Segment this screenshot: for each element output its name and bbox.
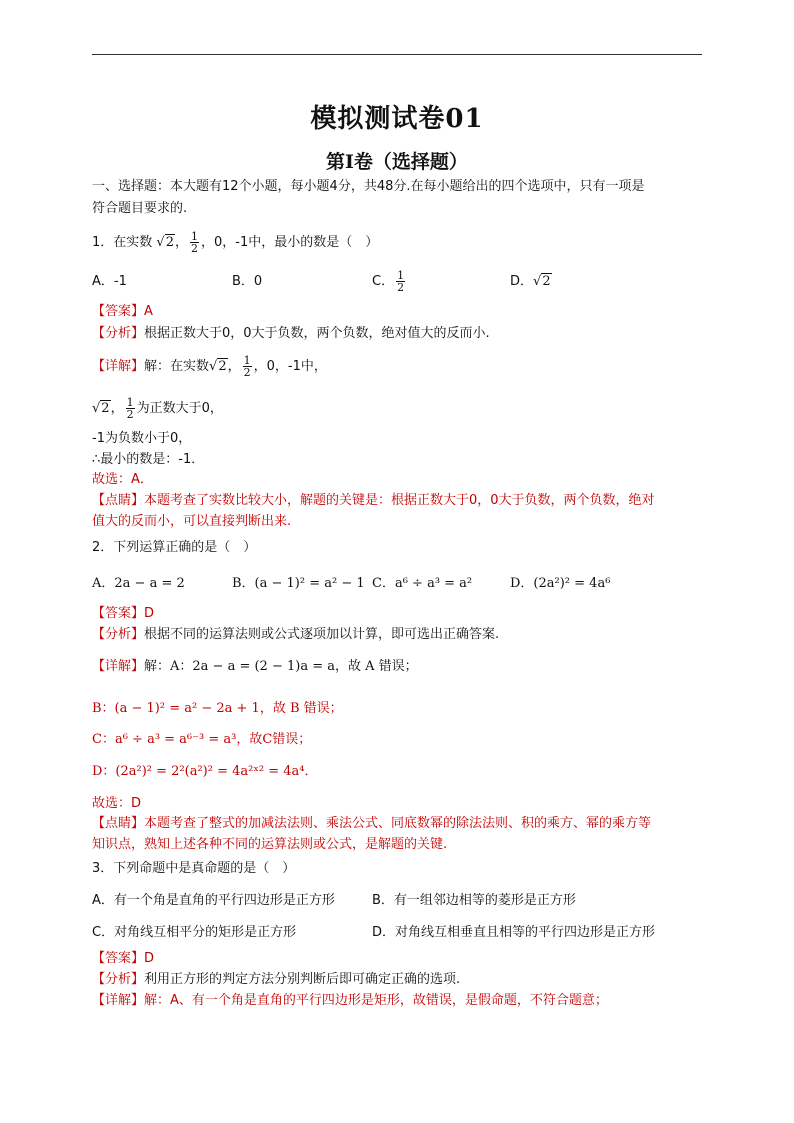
fraction-numerator: 1 <box>243 354 251 367</box>
q1-detail-line2: √2， $\frac{1}{2}$ 为正数大于0， <box>92 396 223 421</box>
q1-comment-text: 本题考查了实数比较大小，解题的关键是：根据正数大于0，0大于负数，两个负数，绝对 <box>144 493 655 508</box>
q2-answer: 【答案】D <box>92 606 155 621</box>
sqrt-radicand: 2 <box>165 235 174 250</box>
q2-detail-a-text: 解：A：2a − a = (2 − 1)a = a，故 A 错误； <box>144 659 418 674</box>
q1-stem: 1．在实数 √2， $\frac{1}{2}$ ，0，-1中，最小的数是（ ） <box>92 230 379 255</box>
q3-option-a: A．有一个角是直角的平行四边形是正方形 <box>92 893 335 908</box>
q1-option-d <box>510 273 552 291</box>
q1-stem-middle: ，0，-1中，最小的数是（ ） <box>201 235 379 250</box>
q2-comment-line1 <box>92 815 651 833</box>
q2-option-c: C．a⁶ ÷ a³ = a² <box>372 576 473 591</box>
q1-stem-prefix: 1．在实数 <box>92 235 153 250</box>
q1-option-c <box>372 270 407 293</box>
q1-analysis-text: 根据正数大于0，0大于负数，两个负数，绝对值大的反而小. <box>144 326 490 341</box>
sqrt-expression: √2 <box>209 359 227 374</box>
q1-analysis <box>92 325 490 343</box>
q1-detail-line1: 【详解】解：在实数√2， $\frac{1}{2}$ ，0，-1中， <box>92 354 327 379</box>
q2-option-b: B．(a − 1)² = a² − 1 <box>232 576 365 591</box>
q2-analysis-text: 根据不同的运算法则或公式逐项加以计算，即可选出正确答案. <box>144 627 500 642</box>
analysis-tag: 【分析】 <box>92 627 145 642</box>
fraction-denominator: 2 <box>243 366 251 379</box>
section-intro-line2: 符合题目要求的. <box>92 201 188 216</box>
fraction-denominator: 2 <box>397 281 405 294</box>
header-rule <box>92 54 702 55</box>
fraction-denominator: 2 <box>126 408 134 421</box>
q2-comment-line2: 知识点，熟知上述各种不同的运算法则或公式，是解题的关键. <box>92 837 448 852</box>
fraction <box>190 231 199 254</box>
q3-detail-a <box>92 992 608 1010</box>
page-subtitle: 第Ⅰ卷（选择题） <box>326 151 468 173</box>
fraction-denominator: 2 <box>191 242 199 255</box>
fraction-numerator: 1 <box>126 396 134 409</box>
sqrt-radicand: 2 <box>101 401 110 416</box>
q1-option-b: B．0 <box>232 274 263 289</box>
q3-option-c: C．对角线互相平分的矩形是正方形 <box>92 925 297 940</box>
q2-detail-b: B：(a − 1)² = a² − 2a + 1，故 B 错误； <box>92 701 343 716</box>
q1-detail-line2-suffix: 为正数大于0， <box>136 401 223 416</box>
q3-option-b: B．有一组邻边相等的菱形是正方形 <box>372 893 576 908</box>
detail-tag: 【详解】 <box>92 659 145 674</box>
q1-detail-suffix: ，0，-1中， <box>253 359 327 374</box>
detail-tag: 【详解】 <box>92 359 145 374</box>
q2-detail-a <box>92 658 418 676</box>
sqrt-expression: √2 <box>533 274 551 289</box>
q2-comment-text: 本题考查了整式的加减法法则、乘法公式、同底数幂的除法法则、积的乘方、幂的乘方等 <box>144 816 652 831</box>
q2-option-a: A．2a − a = 2 <box>92 576 185 591</box>
q1-detail-line4: ∴最小的数是：-1． <box>92 452 205 467</box>
sqrt-radicand: 2 <box>218 359 227 374</box>
q1-comment-line2: 值大的反而小，可以直接判断出来. <box>92 514 292 529</box>
q3-answer: 【答案】D <box>92 951 155 966</box>
fraction-numerator: 1 <box>397 269 405 282</box>
comment-tag: 【点睛】 <box>92 816 145 831</box>
q1-option-a: A．-1 <box>92 274 127 289</box>
sqrt-expression: √2 <box>92 401 110 416</box>
fraction <box>243 355 252 378</box>
q3-detail-a-text: 解：A、有一个角是直角的平行四边形是矩形，故错误，是假命题，不符合题意； <box>144 993 608 1008</box>
section-intro-line1: 一、选择题：本大题有12个小题，每小题4分，共48分.在每小题给出的四个选项中，只有一项是 <box>92 179 645 194</box>
q3-analysis <box>92 971 460 989</box>
q2-stem: 2．下列运算正确的是（ ） <box>92 540 257 555</box>
q1-comment-line1 <box>92 492 655 510</box>
sqrt-expression: √2 <box>156 235 174 250</box>
q1-answer: 【答案】A <box>92 304 153 319</box>
q1-option-d-label: D． <box>510 274 534 289</box>
page-title: 模拟测试卷01 <box>310 104 484 134</box>
q2-detail-c: C：a⁶ ÷ a³ = a⁶⁻³ = a³，故C错误； <box>92 732 312 747</box>
analysis-tag: 【分析】 <box>92 326 145 341</box>
q1-detail-line3: -1为负数小于0， <box>92 431 192 446</box>
q3-stem: 3．下列命题中是真命题的是（ ） <box>92 861 296 876</box>
fraction <box>126 397 135 420</box>
q2-analysis <box>92 626 499 644</box>
q2-detail-d: D：(2a²)² = 2²(a²)² = 4a²ˣ² = 4a⁴． <box>92 764 318 779</box>
q1-choice: 故选：A． <box>92 472 153 487</box>
sqrt-radicand: 2 <box>542 274 551 289</box>
q1-option-c-label: C． <box>372 274 395 289</box>
fraction <box>396 270 405 293</box>
q1-detail-prefix: 解：在实数 <box>144 359 210 374</box>
analysis-tag: 【分析】 <box>92 972 145 987</box>
comment-tag: 【点睛】 <box>92 493 145 508</box>
q2-option-d: D．(2a²)² = 4a⁶ <box>510 576 611 591</box>
q2-choice: 故选：D <box>92 796 142 811</box>
q3-option-d: D．对角线互相垂直且相等的平行四边形是正方形 <box>372 925 656 940</box>
q3-analysis-text: 利用正方形的判定方法分别判断后即可确定正确的选项. <box>144 972 461 987</box>
detail-tag: 【详解】 <box>92 993 145 1008</box>
fraction-numerator: 1 <box>191 230 199 243</box>
